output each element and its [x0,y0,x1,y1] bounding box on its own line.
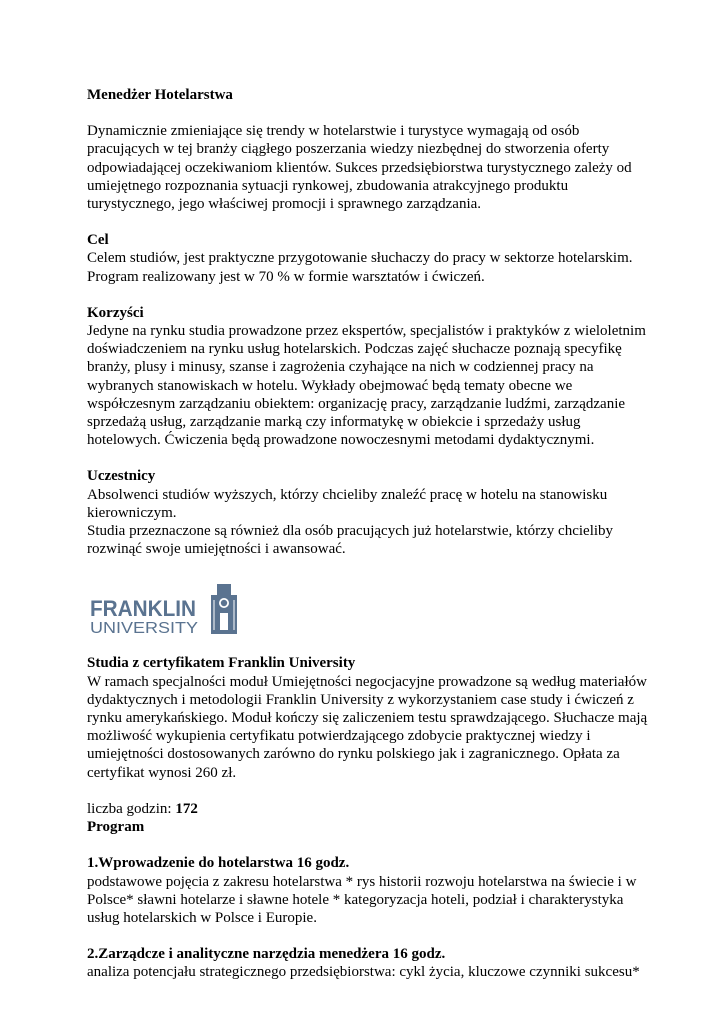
hours-value: 172 [175,800,198,817]
section-line: dydaktycznych i metodologii Franklin University z wykorzystaniem case study i ćwiczeń z [87,691,634,708]
intro-paragraph [87,122,647,213]
section-cel [87,231,647,286]
section-line: branży, plusy i minusy, szanse i zagrożenia czyhające na nich w codziennej pracy na [87,359,594,376]
section-heading: Korzyści [87,304,144,321]
section-line: rynku amerykańskiego. Moduł kończy się zaliczeniem testu sprawdzającego. Słuchacze mają [87,710,648,727]
module-line: podstawowe pojęcia z zakresu hotelarstwa * rys historii rozwoju hotelarstwa na świecie i w [87,873,637,890]
intro-line: umiejętnego rozpoznania sytuacji rynkowej, zbudowania atrakcyjnego produktu [87,177,569,194]
section-line: Studia przeznaczone są również dla osób pracujących już hotelarstwie, którzy chcieliby [87,523,614,540]
module-line: Polsce* sławni hotelarze i sławne hotele * kategoryzacja hoteli, podział i charakterystyka [87,891,624,908]
section-line: możliwość wykupienia certyfikatu potwierdzającego zdobycie praktycznej wiedzy i [87,728,591,745]
section-line: certyfikat wynosi 260 zł. [87,764,237,781]
document-title: Menedżer Hotelarstwa [87,87,233,103]
section-certyfikat [87,654,647,781]
franklin-university-logo-graphic [87,578,247,638]
section-line: Jedyne na rynku studia prowadzone przez ekspertów, specjalistów i praktyków z wieloletnim [87,323,646,340]
franklin-university-logo [87,578,247,638]
section-line: Absolwenci studiów wyższych, którzy chcieliby znaleźć pracę w hotelu na stanowisku [87,486,608,503]
section-line: W ramach specjalności moduł Umiejętności negocjacyjne prowadzone są według materiałów [87,673,647,690]
section-uczestnicy [87,467,647,558]
program-module-2 [87,945,647,981]
intro-line: pracujących w tej branży ciągłego poszerzania wiedzy niezbędnej do stworzenia oferty [87,141,610,158]
hours-info [87,800,647,818]
intro-line: turystycznego, jego właściwej promocji i sprawnego zarządzania. [87,196,482,213]
section-heading: Uczestnicy [87,468,156,485]
logo-wordmark-university: UNIVERSITY [90,620,199,638]
section-line: współczesnym zarządzaniu obiektem: organizację pracy, zarządzanie ludźmi, zarządzanie [87,395,626,412]
section-heading: Studia z certyfikatem Franklin University [87,655,356,672]
section-korzysci [87,304,647,450]
intro-line: odpowiadającej oczekiwaniom klientów. Sukces przedsiębiorstwa turystycznego zależy od [87,159,632,176]
hours-label: liczba godzin: [87,800,176,817]
section-line: wybranych stanowiskach w hotelu. Wykłady obejmować będą tematy obecne we [87,377,573,394]
section-line: kierowniczym. [87,504,177,521]
section-heading: Cel [87,232,109,249]
section-line: hotelowych. Ćwiczenia będą prowadzone nowoczesnymi metodami dydaktycznymi. [87,432,595,449]
module-heading: 2.Zarządcze i analityczne narzędzia menedżera 16 godz. [87,946,446,963]
section-line: sprzedażą usług, zarządzanie marką czy informatykę w obiekcie i sprzedaży usług [87,414,581,431]
module-line: analiza potencjału strategicznego przedsiębiorstwa: cykl życia, kluczowe czynniki sukcesu* [87,964,640,981]
section-line: doświadczeniem na rynku usług hotelarskich. Podczas zajęć słuchacze poznają specyfikę [87,341,622,358]
intro-line: Dynamicznie zmieniające się trendy w hotelarstwie i turystyce wymagają od osób [87,123,580,140]
logo-wordmark-franklin: FRANKLIN [90,596,196,622]
program-heading: Program [87,819,145,836]
program-module-1 [87,854,647,927]
clock-tower-icon [211,584,237,634]
section-line: Program realizowany jest w 70 % w formie warsztatów i ćwiczeń. [87,268,485,285]
document-content [87,86,647,982]
module-line: usług hotelarskich w Polsce i Europie. [87,909,317,926]
section-line: Celem studiów, jest praktyczne przygotowanie słuchaczy do pracy w sektorze hotelarskim. [87,250,633,267]
section-line: rozwinąć swoje umiejętności i awansować. [87,541,346,558]
section-line: umiejętności dostosowanych zarówno do rynku polskiego jak i zagranicznego. Opłata za [87,746,620,763]
module-heading: 1.Wprowadzenie do hotelarstwa 16 godz. [87,855,350,872]
